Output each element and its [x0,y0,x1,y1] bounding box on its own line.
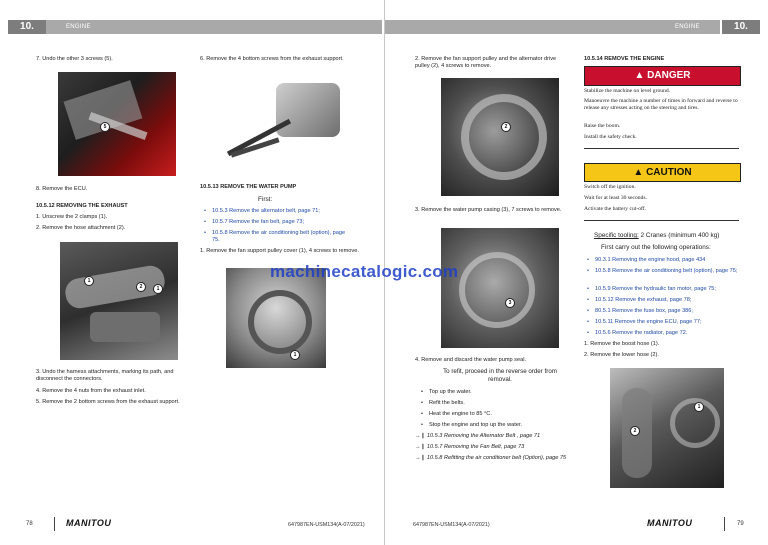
link-alternator-belt[interactable]: • 10.5.3 Remove the alternator belt, page 71; [212,208,362,215]
arrow-icon: →❙ [415,433,427,439]
engine-step-2: 2. Remove the lower hose (2). [584,352,659,358]
engine-step-1: 1. Remove the boost hose (1). [584,341,660,347]
first-operations: First carry out the following operations: [601,244,711,251]
pulley-photo [441,78,559,196]
document-reference: 647987EN-USM134(A-07/2021) [413,522,490,528]
exhaust-step-3: 3. Undo the harness attachments, marking its path, and disconnect the connectors. [36,369,174,382]
step-8: 8. Remove the ECU. [36,186,88,192]
water-pump-step-1: 1. Remove the fan support pulley cover (1), 4 screws to remove. [200,248,359,254]
manitou-logo: MANITOU [647,518,693,528]
refit-ref-1 [415,433,575,440]
callout-2b: 2 [501,122,511,132]
danger-label: DANGER [647,70,691,81]
exhaust-step-2: 2. Remove the hose attachment (2). [36,225,126,231]
callout-3: 3 [505,298,515,308]
callout-1d: 1 [694,402,704,412]
footer-divider [54,517,55,531]
refit-ref-1-text[interactable]: 10.5.3 Removing the Alternator Belt , page 71 [426,433,541,439]
tooling-label: Specific tooling: [594,232,639,239]
heading-remove-engine: 10.5.14 REMOVE THE ENGINE [584,56,665,62]
watermark: machinecatalogic.com [270,262,459,281]
callout-5: 5 [100,122,110,132]
danger-line-1: Stabilize the machine on level ground. [584,88,671,94]
op-link-3[interactable]: • 10.5.9 Remove the hydraulic fan motor, page 75; [595,286,745,293]
caution-line-3: Activate the battery cut-off. [584,206,647,212]
refit-ref-2-text[interactable]: 10.5.7 Removing the Fan Belt, page 73 [426,444,525,450]
op-link-7[interactable]: • 10.5.6 Remove the radiator, page 72. [595,330,745,337]
refit-step-2: • Refit the belts. [429,400,569,407]
step-6: 6. Remove the 4 bottom screws from the exhaust support. [200,56,344,62]
caution-rule [584,220,739,221]
ecu-photo [58,72,176,176]
exhaust-step-4: 4. Remove the 4 nuts from the exhaust inlet. [36,388,146,394]
document-reference: 647987EN-USM134(A-07/2021) [288,522,365,528]
callout-2c: 2 [630,426,640,436]
callout-1c: 1 [290,350,300,360]
water-pump-step-3: 3. Remove the water pump casing (3), 7 screws to remove. [415,207,562,213]
chapter-title: ENGINE [66,24,91,30]
chapter-number: 10. [722,20,760,34]
link-ac-belt[interactable]: • 10.5.8 Remove the air conditioning belt (option), page 75. [212,230,352,244]
caution-label: CAUTION [646,167,692,178]
exhaust-photo [60,242,178,360]
exhaust-support-photo [214,75,344,165]
pulley-cover-photo [226,268,326,368]
warning-triangle-icon: ▲ [634,70,645,81]
callout-2: 2 [136,282,146,292]
chapter-title: ENGINE [675,24,700,30]
step-7: 7. Undo the other 3 screws (5). [36,56,113,62]
danger-banner [584,66,741,86]
caution-line-2: Wait for at least 30 seconds. [584,195,647,201]
refit-step-4: • Stop the engine and top up the water. [429,422,569,429]
op-link-2[interactable]: • 10.5.8 Remove the air conditioning belt (option), page 75; [595,268,745,275]
exhaust-step-5: 5. Remove the 2 bottom screws from the exhaust support. [36,399,180,405]
callout-1: 1 [84,276,94,286]
specific-tooling [594,232,744,239]
header-bar [46,20,382,34]
caution-banner [584,163,741,182]
refit-ref-3 [415,455,575,462]
tooling-value: 2 Cranes (minimum 400 kg) [638,232,720,239]
heading-exhaust: 10.5.12 REMOVING THE EXHAUST [36,203,128,209]
refit-ref-2 [415,444,575,451]
op-link-4[interactable]: • 10.5.12 Remove the exhaust, page 78; [595,297,745,304]
water-pump-step-2: 2. Remove the fan support pulley and the alternator drive pulley (2), 4 screws to remove. [415,56,557,69]
op-link-6[interactable]: • 10.5.11 Remove the engine ECU, page 77; [595,319,745,326]
danger-line-4: Install the safety check. [584,134,637,140]
refit-step-3: • Heat the engine to 85 °C. [429,411,569,418]
exhaust-step-1: 1. Unscrew the 2 clamps (1). [36,214,108,220]
header-bar [385,20,720,34]
callout-1b: 1 [153,284,163,294]
refit-ref-3-text[interactable]: 10.5.8 Refitting the air conditioner belt (Option), page 75 [426,455,567,461]
arrow-icon: →❙ [415,444,427,450]
refit-step-1: • Top up the water. [429,389,569,396]
danger-line-2: Manoeuvre the machine a number of times in forward and reverse to release any stresses acting on the steering and tires. [584,98,738,111]
warning-triangle-icon: ▲ [633,167,644,178]
link-fan-belt[interactable]: • 10.5.7 Remove the fan belt, page 73; [212,219,362,226]
boost-hose-photo [610,368,724,488]
refit-note: To refit, proceed in the reverse order from removal. [443,368,557,383]
water-pump-step-4: 4. Remove and discard the water pump seal. [415,357,527,363]
danger-rule [584,148,739,149]
pump-casing-photo [441,228,559,348]
caution-line-1: Switch off the ignition. [584,184,636,190]
manitou-logo: MANITOU [66,518,112,528]
footer-divider [724,517,725,531]
op-link-1[interactable]: • 90.3.1 Removing the engine hood, page 434 [595,257,745,264]
arrow-icon: →❙ [415,455,427,461]
page-number: 79 [737,521,744,527]
page-number: 78 [26,521,33,527]
chapter-number: 10. [8,20,46,34]
danger-line-3: Raise the boom. [584,123,621,129]
heading-water-pump: 10.5.13 REMOVE THE WATER PUMP [200,184,297,190]
op-link-5[interactable]: • 80.5.1 Remove the fuse box, page 386; [595,308,745,315]
first-label: First: [258,196,273,203]
